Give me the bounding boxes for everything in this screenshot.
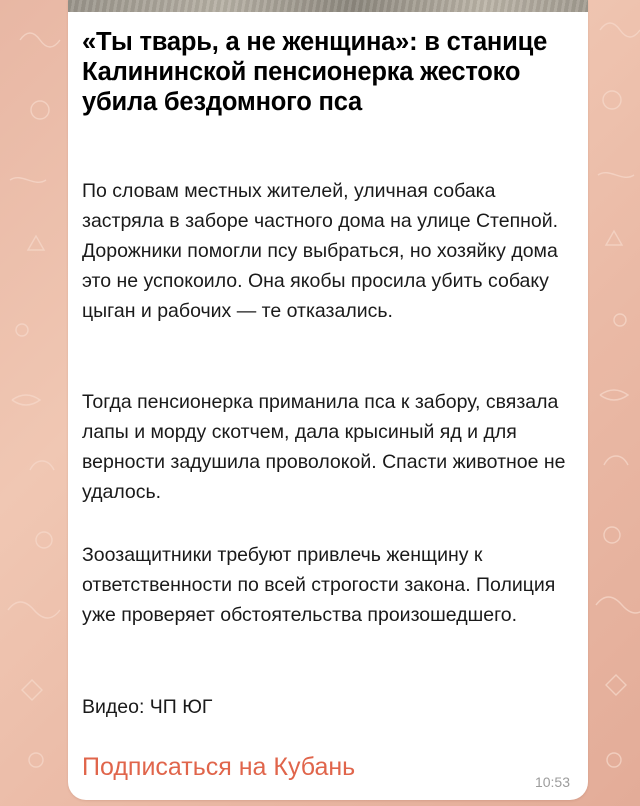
video-thumbnail[interactable]: [68, 0, 588, 12]
message-bubble: [68, 0, 588, 800]
post-paragraph: Тогда пенсионерка приманила пса к забору, связала лапы и морду скотчем, дала крысиный яд и для верности задушила проволокой. Спасти животное не удалось.: [82, 391, 566, 503]
post-paragraph: Зоозащитники требуют привлечь женщину к ответственности по всей строгости закона. Полиция уже проверяет обстоятельства произошедшего.: [82, 544, 556, 626]
video-credit: Видео: ЧП ЮГ: [82, 696, 213, 718]
post-paragraph: По словам местных жителей, уличная собака застряла в заборе частного дома на улице Степной. Дорожники помогли псу выбраться, но хозяйку дома это не успокоило. Она якобы просила убить собаку цыган и рабочих — те отказались.: [82, 180, 559, 322]
subscribe-link[interactable]: Подписаться на Кубань: [82, 753, 356, 781]
post-title: «Ты тварь, а не женщина»: в станице Калининской пенсионерка жестоко убила бездомного пса: [82, 28, 548, 116]
message-time: 10:53: [534, 774, 570, 790]
